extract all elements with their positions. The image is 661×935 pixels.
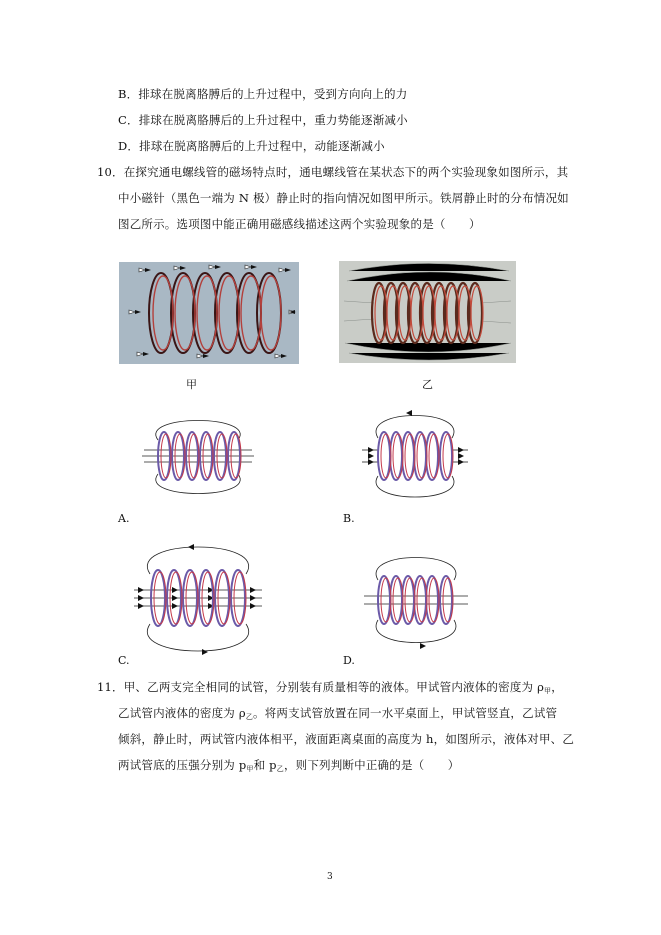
q11-line-2-end: 。将两支试管放置在同一水平桌面上，甲试管竖直，乙试管 [253, 706, 558, 720]
option-c-diagram [132, 540, 264, 658]
q11-rho-yi-sub: 乙 [245, 713, 254, 721]
q10-line-1: 10．在探究通电螺线管的磁场特点时，通电螺线管在某状态下的两个实验现象如图所示，其 [97, 165, 569, 179]
q9-option-d: D．排球在脱离胳膊后的上升过程中，动能逐渐减小 [118, 139, 385, 153]
fig-jia-caption: 甲 [186, 378, 197, 391]
q11-line-1 [97, 679, 563, 696]
fig-yi-caption: 乙 [422, 378, 433, 391]
q10-line-3: 图乙所示。选项图中能正确用磁感线描述这两个实验现象的是（ ） [118, 217, 481, 231]
q11-line-1-end: ， [551, 680, 563, 694]
option-b-label: B. [343, 512, 355, 525]
q11-line-4-text: 两试管底的压强分别为 p [118, 758, 247, 772]
q11-line-2 [118, 705, 557, 722]
option-c-label: C. [118, 654, 130, 667]
q10-line-2: 中小磁针（黑色一端为 N 极）静止时的指向情况如图甲所示。铁屑静止时的分布情况如 [118, 191, 569, 205]
q11-line-4 [118, 757, 459, 774]
q11-p-yi-sub: 乙 [276, 765, 284, 773]
photo-yi-iron-filings [339, 261, 516, 363]
photo-jia-compass-needles [119, 262, 299, 364]
q11-line-4-end: ，则下列判断中正确的是（ ） [283, 758, 460, 772]
option-b-diagram [360, 404, 470, 508]
q11-line-1-text: 11．甲、乙两支完全相同的试管，分别装有质量相等的液体。甲试管内液体的密度为 ρ [97, 680, 545, 694]
option-d-label: D. [343, 654, 355, 667]
q11-line-3: 倾斜，静止时，两试管内液体相平，液面距离桌面的高度为 h，如图所示，液体对甲、乙 [118, 732, 575, 746]
q11-rho-jia-sub: 甲 [544, 687, 552, 695]
q11-line-2-text: 乙试管内液体的密度为 ρ [118, 706, 246, 720]
option-a-label: A. [118, 512, 130, 525]
page-number: 3 [327, 872, 333, 882]
q9-option-c: C．排球在脱离胳膊后的上升过程中，重力势能逐渐减小 [118, 113, 408, 127]
q11-p-jia-sub: 甲 [246, 765, 254, 773]
q9-option-b: B．排球在脱离胳膊后的上升过程中，受到方向向上的力 [118, 87, 408, 101]
option-a-diagram [138, 404, 258, 508]
q11-line-4-mid: 和 p [253, 758, 277, 772]
option-d-diagram [362, 548, 470, 652]
